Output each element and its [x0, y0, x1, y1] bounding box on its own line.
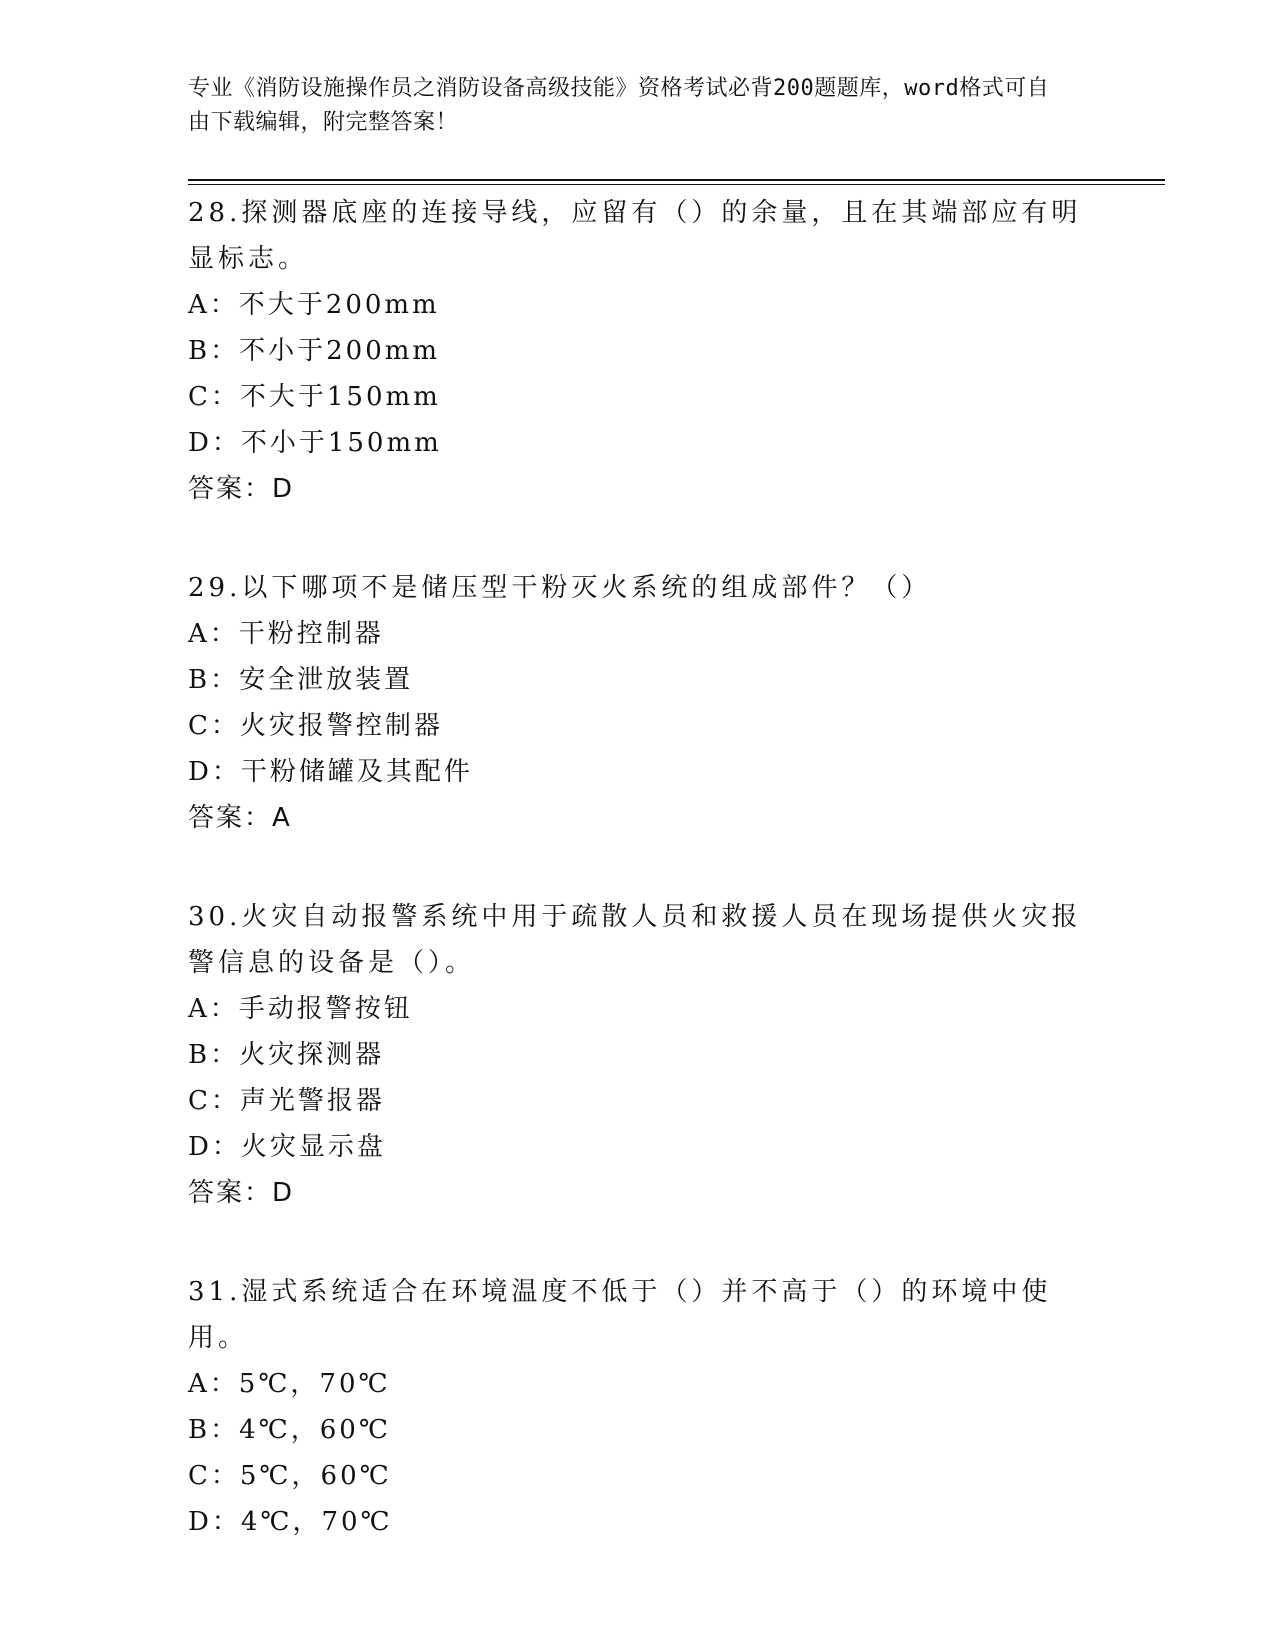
answer-line: 答案：A — [188, 803, 292, 833]
option-c: C：声光警报器 — [188, 1086, 385, 1116]
option-c: C：火灾报警控制器 — [188, 711, 443, 741]
question-list — [188, 190, 1088, 1598]
answer-line: 答案：D — [188, 1178, 295, 1208]
question-stem: 29.以下哪项不是储压型干粉灭火系统的组成部件？（） — [188, 573, 932, 603]
question-28 — [188, 190, 1088, 512]
question-29 — [188, 565, 1088, 841]
document-header: 专业《消防设施操作员之消防设备高级技能》资格考试必背200题题库，word格式可自由下载编辑，附完整答案！ — [188, 76, 1050, 135]
question-30 — [188, 894, 1088, 1216]
option-b: B：火灾探测器 — [188, 1040, 385, 1070]
question-stem: 31.湿式系统适合在环境温度不低于（）并不高于（）的环境中使用。 — [188, 1277, 1052, 1353]
option-a: A：5℃，70℃ — [188, 1369, 391, 1399]
option-a: A：不大于200mm — [188, 290, 440, 320]
option-c: C：5℃，60℃ — [188, 1461, 392, 1491]
header-divider-top — [188, 179, 1165, 181]
option-d: D：干粉储罐及其配件 — [188, 757, 473, 787]
option-b: B：不小于200mm — [188, 336, 441, 366]
question-stem: 28.探测器底座的连接导线，应留有（）的余量，且在其端部应有明显标志。 — [188, 198, 1082, 274]
option-d: D：不小于150mm — [188, 428, 442, 458]
option-b: B：安全泄放装置 — [188, 665, 414, 695]
header-divider-bottom — [188, 184, 1165, 185]
question-31 — [188, 1269, 1088, 1545]
answer-line: 答案：D — [188, 474, 295, 504]
option-b: B：4℃，60℃ — [188, 1415, 391, 1445]
option-a: A：干粉控制器 — [188, 619, 384, 649]
option-a: A：手动报警按钮 — [188, 994, 413, 1024]
question-stem: 30.火灾自动报警系统中用于疏散人员和救援人员在现场提供火灾报警信息的设备是（）。 — [188, 902, 1082, 978]
option-c: C：不大于150mm — [188, 382, 441, 412]
option-d: D：4℃，70℃ — [188, 1507, 393, 1537]
option-d: D：火灾显示盘 — [188, 1132, 386, 1162]
